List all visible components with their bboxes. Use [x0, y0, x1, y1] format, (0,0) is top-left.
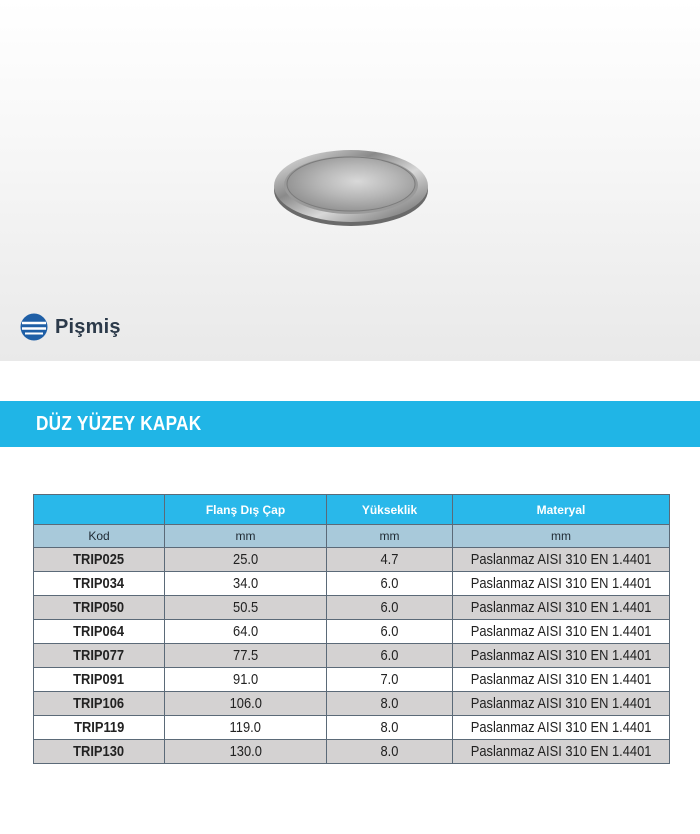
unit-row: [34, 525, 670, 548]
cell-height: 6.0: [380, 647, 399, 664]
cell-code: TRIP130: [73, 743, 125, 760]
unit-material: mm: [453, 525, 670, 548]
cell-height: 8.0: [380, 695, 399, 712]
col-header-material: Materyal: [453, 495, 670, 525]
cell-height: 6.0: [380, 623, 399, 640]
cell-height: 6.0: [380, 599, 399, 616]
cell-flange: 64.0: [232, 623, 259, 640]
cell-height: 4.7: [380, 551, 399, 568]
cell-height: 7.0: [380, 671, 399, 688]
table-row: [34, 716, 670, 740]
cell-flange: 119.0: [229, 719, 262, 736]
cell-flange: 106.0: [229, 695, 262, 712]
cell-material: Paslanmaz AISI 310 EN 1.4401: [470, 599, 652, 616]
col-header-code: [34, 495, 165, 525]
section-title: DÜZ YÜZEY KAPAK: [36, 413, 202, 435]
table-row: [34, 620, 670, 644]
cell-code: TRIP119: [73, 719, 125, 736]
cell-code: TRIP064: [73, 623, 125, 640]
table-row: [34, 644, 670, 668]
cell-material: Paslanmaz AISI 310 EN 1.4401: [470, 695, 652, 712]
cell-material: Paslanmaz AISI 310 EN 1.4401: [470, 575, 652, 592]
table-row: [34, 692, 670, 716]
cell-flange: 25.0: [232, 551, 259, 568]
cell-flange: 91.0: [232, 671, 259, 688]
section-banner: [0, 401, 700, 447]
cell-code: TRIP025: [73, 551, 125, 568]
table-row: [34, 740, 670, 764]
table-row: [34, 572, 670, 596]
cell-code: TRIP077: [73, 647, 125, 664]
spec-table: [33, 494, 670, 764]
cell-flange: 50.5: [232, 599, 259, 616]
header-row: [34, 495, 670, 525]
cell-code: TRIP106: [73, 695, 125, 712]
cell-code: TRIP050: [73, 599, 125, 616]
cell-height: 6.0: [380, 575, 399, 592]
col-header-flange-outer-diameter: Flanş Dış Çap: [165, 495, 327, 525]
cell-height: 8.0: [380, 743, 399, 760]
brand-name: Pişmiş: [55, 315, 121, 338]
cell-code: TRIP091: [73, 671, 125, 688]
table-row: [34, 596, 670, 620]
unit-flange: mm: [165, 525, 327, 548]
table-row: [34, 668, 670, 692]
cell-height: 8.0: [380, 719, 399, 736]
cell-flange: 34.0: [232, 575, 259, 592]
cell-flange: 77.5: [232, 647, 259, 664]
cell-flange: 130.0: [229, 743, 262, 760]
cell-material: Paslanmaz AISI 310 EN 1.4401: [470, 671, 652, 688]
cell-material: Paslanmaz AISI 310 EN 1.4401: [470, 647, 652, 664]
cell-material: Paslanmaz AISI 310 EN 1.4401: [470, 719, 652, 736]
cell-code: TRIP034: [73, 575, 125, 592]
cell-material: Paslanmaz AISI 310 EN 1.4401: [470, 623, 652, 640]
unit-height: mm: [327, 525, 453, 548]
table-row: [34, 548, 670, 572]
col-header-height: Yükseklik: [327, 495, 453, 525]
product-hero: [0, 0, 700, 361]
unit-code: Kod: [34, 525, 165, 548]
cell-material: Paslanmaz AISI 310 EN 1.4401: [470, 551, 652, 568]
cell-material: Paslanmaz AISI 310 EN 1.4401: [470, 743, 652, 760]
pismis-logo-icon: [19, 312, 49, 342]
brand-logo: [19, 312, 121, 342]
flat-cap-product-image: [270, 140, 432, 230]
